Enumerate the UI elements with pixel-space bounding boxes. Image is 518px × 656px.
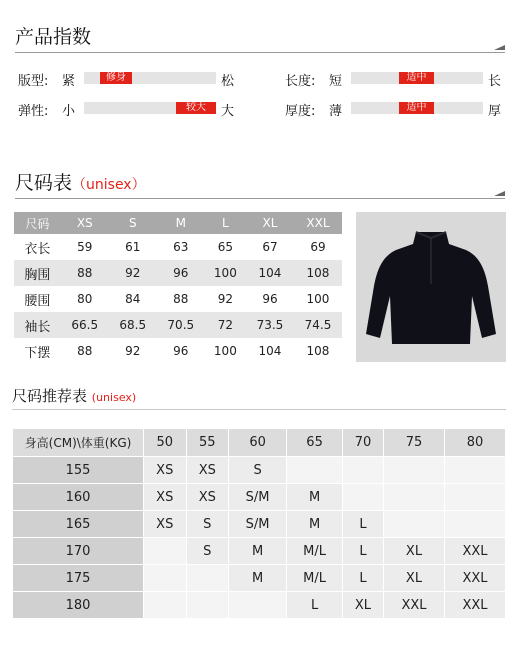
size-cell: 88	[61, 260, 109, 286]
recommend-row	[13, 511, 506, 538]
index-tag: 适中	[399, 72, 434, 84]
size-row-label: 胸围	[14, 260, 61, 286]
index-label: 长度:	[285, 74, 316, 89]
recommend-cell: XXL	[444, 592, 505, 619]
index-tag: 修身	[100, 72, 132, 84]
recommend-header-row	[13, 429, 506, 457]
size-cell: 63	[173, 240, 189, 254]
size-title: 尺码表	[15, 172, 73, 194]
recommend-header-cell: 身高(CM)\体重(KG)	[13, 429, 144, 457]
recommend-header-cell: 75	[384, 429, 445, 457]
recommend-header-cell: 80	[444, 429, 505, 457]
recommend-cell: L	[287, 592, 343, 619]
section-title-size	[15, 168, 146, 195]
size-cell: 69	[310, 240, 326, 254]
index-max: 厚	[488, 104, 502, 119]
recommend-cell: M	[287, 511, 343, 538]
index-label: 厚度:	[285, 104, 316, 119]
size-header-row	[14, 212, 342, 234]
index-min: 薄	[329, 104, 343, 119]
size-chart-table	[14, 212, 342, 364]
size-row-label: 衣长	[24, 241, 51, 257]
recommend-cell	[186, 592, 229, 619]
recommend-height: 160	[13, 484, 144, 511]
recommend-cell	[342, 484, 383, 511]
recommend-height: 175	[13, 565, 144, 592]
recommend-cell	[229, 592, 287, 619]
recommend-cell: L	[342, 511, 383, 538]
size-row	[14, 234, 342, 260]
size-cell: 59	[77, 240, 93, 254]
recommend-row	[13, 538, 506, 565]
size-header-cell: XL	[246, 212, 294, 234]
recommend-row	[13, 484, 506, 511]
recommend-cell: S/M	[229, 511, 287, 538]
recommend-cell: M	[287, 484, 343, 511]
index-tag: 适中	[399, 102, 434, 114]
size-header-cell: S	[109, 212, 157, 234]
size-cell: 74.5	[294, 312, 342, 338]
size-cell: 67	[262, 240, 278, 254]
size-row	[14, 338, 342, 364]
index-label: 弹性:	[18, 104, 49, 119]
size-cell: 92	[125, 344, 141, 358]
size-cell: 88	[173, 292, 189, 306]
recommend-height: 180	[13, 592, 144, 619]
size-cell: 96	[173, 344, 189, 358]
section-title-index: 产品指数	[15, 26, 92, 48]
size-cell: 96	[157, 260, 205, 286]
recommend-cell: XXL	[444, 565, 505, 592]
recommend-cell: M/L	[287, 538, 343, 565]
recommend-cell	[384, 484, 445, 511]
corner-triangle-icon	[494, 191, 505, 196]
recommend-cell: M/L	[287, 565, 343, 592]
recommend-cell: XL	[384, 565, 445, 592]
recommend-cell: XXL	[444, 538, 505, 565]
size-row-label: 下摆	[24, 345, 51, 361]
recommend-cell: S	[229, 457, 287, 484]
size-header-cell: 尺码	[14, 212, 61, 234]
index-max: 长	[488, 74, 502, 89]
recommend-height: 170	[13, 538, 144, 565]
recommend-cell: XS	[144, 457, 187, 484]
size-row-label: 袖长	[14, 312, 61, 338]
recommend-row	[13, 565, 506, 592]
corner-triangle-icon	[494, 45, 505, 50]
size-cell: 100	[205, 260, 246, 286]
recommend-cell: XS	[144, 484, 187, 511]
size-cell: 65	[217, 240, 234, 254]
index-max: 大	[221, 104, 235, 119]
recommend-cell: XS	[186, 457, 229, 484]
recommend-cell	[444, 511, 505, 538]
recommend-cell: XS	[186, 484, 229, 511]
recommend-cell: S/M	[229, 484, 287, 511]
size-unisex: （unisex）	[72, 177, 146, 193]
size-cell: 84	[125, 292, 141, 306]
divider	[12, 409, 506, 410]
index-min: 紧	[62, 74, 76, 89]
recommend-unisex: (unisex)	[91, 391, 137, 404]
recommend-cell	[144, 565, 187, 592]
recommend-cell	[384, 511, 445, 538]
recommend-cell: L	[342, 538, 383, 565]
recommend-header-cell: 70	[342, 429, 383, 457]
recommend-cell: S	[186, 538, 229, 565]
size-cell: 80	[77, 292, 93, 306]
recommend-header-cell: 50	[144, 429, 187, 457]
size-cell: 104	[258, 344, 282, 358]
shirt-image	[356, 212, 506, 362]
recommend-cell: M	[229, 565, 287, 592]
size-cell: 88	[77, 344, 93, 358]
recommend-cell	[444, 484, 505, 511]
index-min: 短	[329, 74, 343, 89]
recommend-cell	[444, 457, 505, 484]
size-row	[14, 260, 342, 286]
size-header-cell: M	[157, 212, 205, 234]
size-recommend-table	[12, 428, 506, 619]
recommend-header-cell: 60	[229, 429, 287, 457]
size-header-cell: XXL	[294, 212, 342, 234]
size-cell: 68.5	[109, 312, 157, 338]
divider	[15, 52, 505, 53]
size-cell: 66.5	[61, 312, 109, 338]
recommend-header-cell: 55	[186, 429, 229, 457]
size-row-label: 腰围	[24, 293, 51, 309]
recommend-cell: XL	[384, 538, 445, 565]
size-header-cell: XS	[61, 212, 109, 234]
size-cell: 100	[306, 292, 330, 306]
index-tag: 较大	[176, 102, 216, 114]
recommend-cell	[144, 592, 187, 619]
index-min: 小	[62, 104, 76, 119]
size-cell: 92	[217, 292, 234, 306]
size-header-cell: L	[205, 212, 246, 234]
recommend-row	[13, 457, 506, 484]
recommend-cell: XL	[342, 592, 383, 619]
size-cell: 70.5	[157, 312, 205, 338]
product-photo	[356, 212, 506, 362]
size-cell: 61	[125, 240, 141, 254]
size-cell: 100	[213, 344, 237, 358]
size-cell: 104	[246, 260, 294, 286]
recommend-cell	[144, 538, 187, 565]
recommend-header-cell: 65	[287, 429, 343, 457]
size-row	[14, 312, 342, 338]
size-cell: 96	[262, 292, 278, 306]
size-cell: 72	[205, 312, 246, 338]
section-title-recommend	[12, 385, 136, 406]
recommend-cell: XS	[144, 511, 187, 538]
recommend-cell	[287, 457, 343, 484]
recommend-cell: L	[342, 565, 383, 592]
index-label: 版型:	[18, 74, 49, 89]
size-cell: 92	[109, 260, 157, 286]
size-cell: 108	[294, 260, 342, 286]
recommend-height: 155	[13, 457, 144, 484]
recommend-cell	[342, 457, 383, 484]
size-row	[14, 286, 342, 312]
size-cell: 108	[306, 344, 330, 358]
index-max: 松	[221, 74, 235, 89]
recommend-cell: M	[229, 538, 287, 565]
recommend-cell: S	[186, 511, 229, 538]
recommend-height: 165	[13, 511, 144, 538]
recommend-cell	[186, 565, 229, 592]
divider	[15, 198, 505, 199]
size-cell: 73.5	[246, 312, 294, 338]
recommend-row	[13, 592, 506, 619]
recommend-cell: XXL	[384, 592, 445, 619]
recommend-cell	[384, 457, 445, 484]
recommend-title: 尺码推荐表	[12, 387, 88, 405]
